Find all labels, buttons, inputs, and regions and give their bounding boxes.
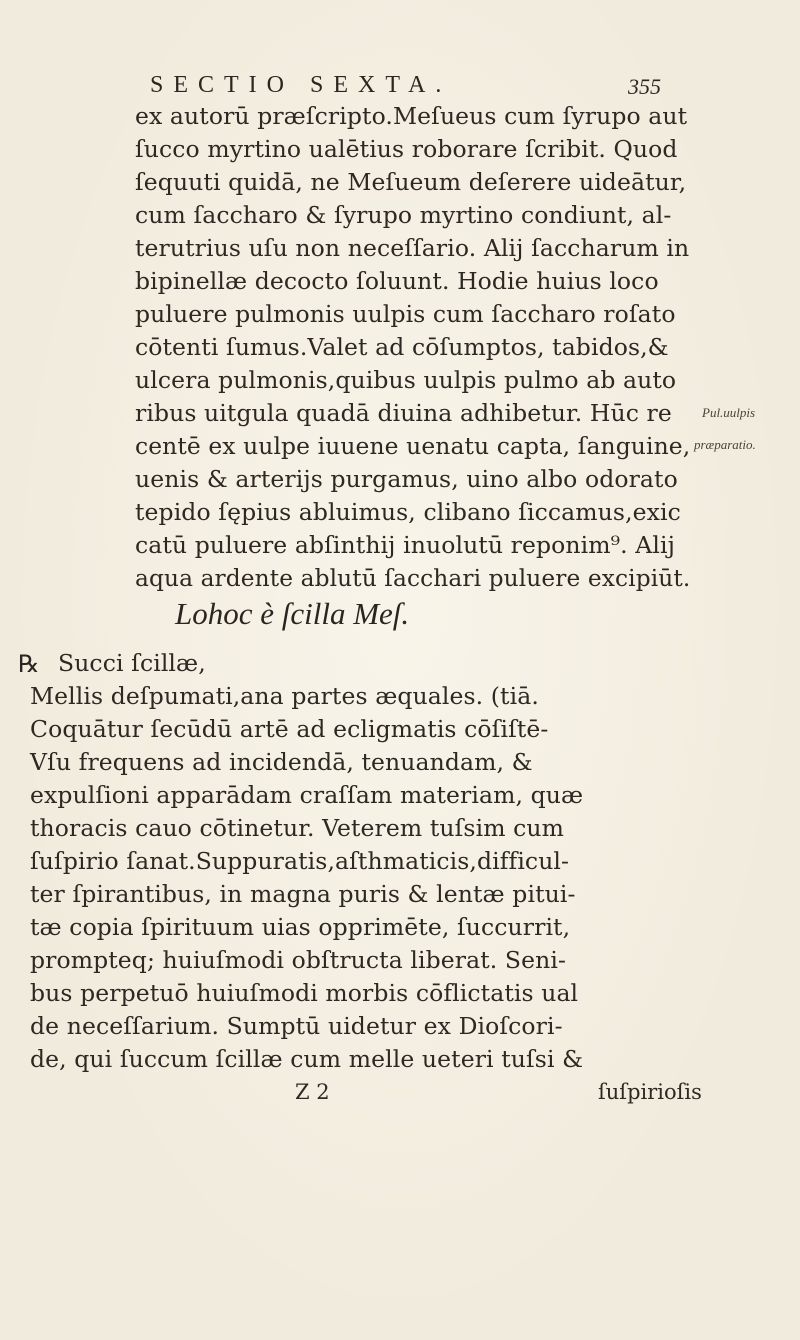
- text-line: aqua ardente ablutū ſacchari puluere excipiūt.: [135, 564, 691, 592]
- recipe-line: Vſu frequens ad incidendā, tenuandam, &: [30, 748, 533, 776]
- text-line: ribus uitgula quadā diuina adhibetur. Hūc re: [135, 399, 672, 427]
- text-line: ſucco myrtino ualētius roborare ſcribit. Quod: [135, 135, 678, 163]
- recipe-line: bus perpetuō huiuſmodi morbis cōflictatis ual: [30, 979, 579, 1007]
- running-header: [0, 72, 800, 102]
- catchword: ſuſpirioſis: [598, 1080, 702, 1104]
- recipe-symbol-icon: ℞: [18, 650, 40, 678]
- text-line: ulcera pulmonis,quibus uulpis pulmo ab auto: [135, 366, 677, 394]
- text-line: centē ex uulpe iuuene uenatu capta, ſanguine,: [135, 432, 691, 460]
- text-line: tepido ſępius abluimus, clibano ſiccamus,exic: [135, 498, 681, 526]
- text-line: cōtenti ſumus.Valet ad cōſumptos, tabidos,&: [135, 333, 669, 361]
- margin-note: præparatio.: [694, 437, 756, 452]
- recipe-line: de, qui ſuccum ſcillæ cum melle ueteri tuſsi &: [30, 1045, 584, 1073]
- section-title: SECTIO SEXTA.: [150, 72, 452, 98]
- recipe-line: Succi ſcillæ,: [58, 649, 206, 677]
- recipe-line: de neceſſarium. Sumptū uidetur ex Dioſcori-: [30, 1012, 563, 1040]
- recipe-line: prompteq; huiuſmodi obſtructa liberat. Seni-: [30, 946, 567, 974]
- text-line: puluere pulmonis uulpis cum ſaccharo roſato: [135, 300, 676, 328]
- text-line: terutrius uſu non neceſſario. Alij ſaccharum in: [135, 234, 690, 262]
- text-line: ſequuti quidā, ne Meſueum deſerere uideātur,: [135, 168, 687, 196]
- recipe-line: Mellis deſpumati,ana partes æquales. (tiā.: [30, 682, 539, 710]
- text-line: cum ſaccharo & ſyrupo myrtino condiunt, al-: [135, 201, 672, 229]
- text-line: bipinellæ decocto ſoluunt. Hodie huius loco: [135, 267, 659, 295]
- recipe-line: expulſioni apparādam craſſam materiam, quæ: [30, 781, 584, 809]
- text-line: ex autorū præſcripto.Meſueus cum ſyrupo aut: [135, 102, 688, 130]
- recipe-line: thoracis cauo cōtinetur. Veterem tuſsim cum: [30, 814, 565, 842]
- text-line: catū puluere abſinthij inuolutū reponim⁹. Alij: [135, 531, 675, 559]
- text-line: uenis & arterijs purgamus, uino albo odorato: [135, 465, 678, 493]
- page-number: 355: [628, 74, 661, 99]
- margin-note: Pul.uulpis: [702, 405, 756, 420]
- recipe-heading: Lohoc è ſcilla Meſ.: [175, 596, 410, 631]
- recipe-line: tæ copia ſpirituum uias opprimēte, ſuccurrit,: [30, 913, 571, 941]
- recipe-line: Coquātur ſecūdū artē ad ecligmatis cōſiſtē-: [30, 715, 549, 743]
- signature-mark: Z 2: [295, 1080, 330, 1104]
- recipe-line: ſuſpirio ſanat.Suppuratis,aſthmaticis,difficul-: [30, 847, 570, 875]
- recipe-line: ter ſpirantibus, in magna puris & lentæ pitui-: [30, 880, 576, 908]
